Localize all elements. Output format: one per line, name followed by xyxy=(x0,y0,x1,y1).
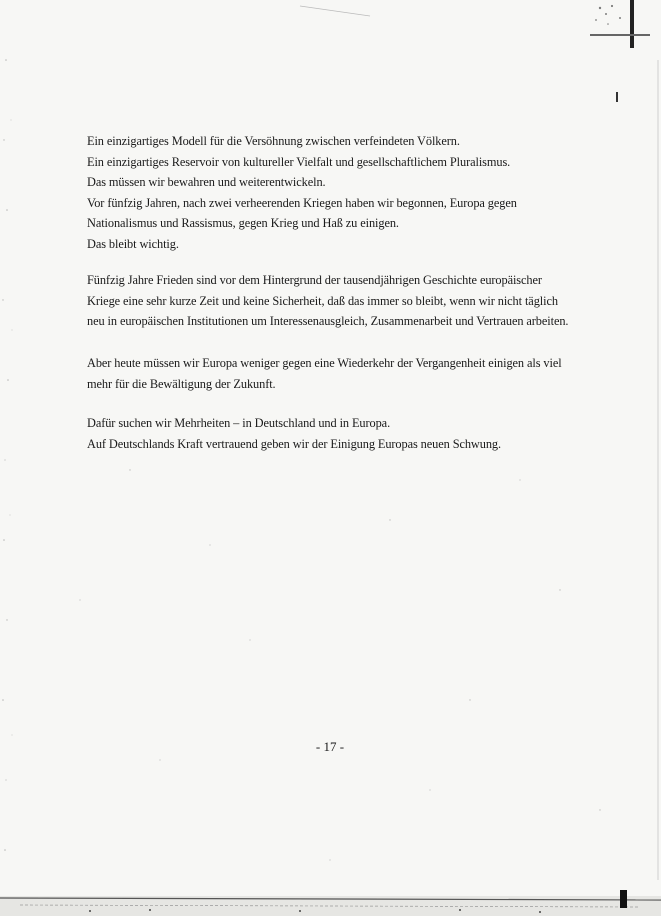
text-line: Dafür suchen wir Mehrheiten – in Deutschland und in Europa. xyxy=(87,415,391,430)
text-line: neu in europäischen Institutionen um Interessenausgleich, Zusammenarbeit und Vertrauen arbeiten. xyxy=(87,313,569,328)
text-line: mehr für die Bewältigung der Zukunft. xyxy=(87,375,276,391)
paragraph-future xyxy=(87,353,647,394)
text-line: Ein einzigartiges Modell für die Versöhnung zwischen verfeindeten Völkern. xyxy=(87,133,460,148)
page-number: - 17 - xyxy=(315,739,345,754)
text-line: Aber heute müssen wir Europa weniger gegen eine Wiederkehr der Vergangenheit einigen als viel xyxy=(87,355,562,370)
text-line: Nationalismus und Rassismus, gegen Krieg und Haß zu einigen. xyxy=(87,215,399,230)
text-line: Das müssen wir bewahren und weiterentwickeln. xyxy=(87,174,326,189)
paragraph-majorities xyxy=(87,413,647,454)
text-line: Kriege eine sehr kurze Zeit und keine Sicherheit, daß das immer so bleibt, wenn wir nicht täglich xyxy=(87,292,558,308)
paragraph-peace xyxy=(87,270,647,332)
text-line: Auf Deutschlands Kraft vertrauend geben wir der Einigung Europas neuen Schwung. xyxy=(87,435,501,451)
text-line: Ein einzigartiges Reservoir von kultureller Vielfalt und gesellschaftlichem Pluralismus. xyxy=(87,153,511,169)
text-line: Fünfzig Jahre Frieden sind vor dem Hintergrund der tausendjährigen Geschichte europäischer xyxy=(87,272,542,287)
text-line: Vor fünfzig Jahren, nach zwei verheerenden Kriegen haben wir begonnen, Europa gegen xyxy=(87,194,517,210)
paragraph-reconciliation xyxy=(87,131,647,254)
text-line: Das bleibt wichtig. xyxy=(87,235,179,251)
